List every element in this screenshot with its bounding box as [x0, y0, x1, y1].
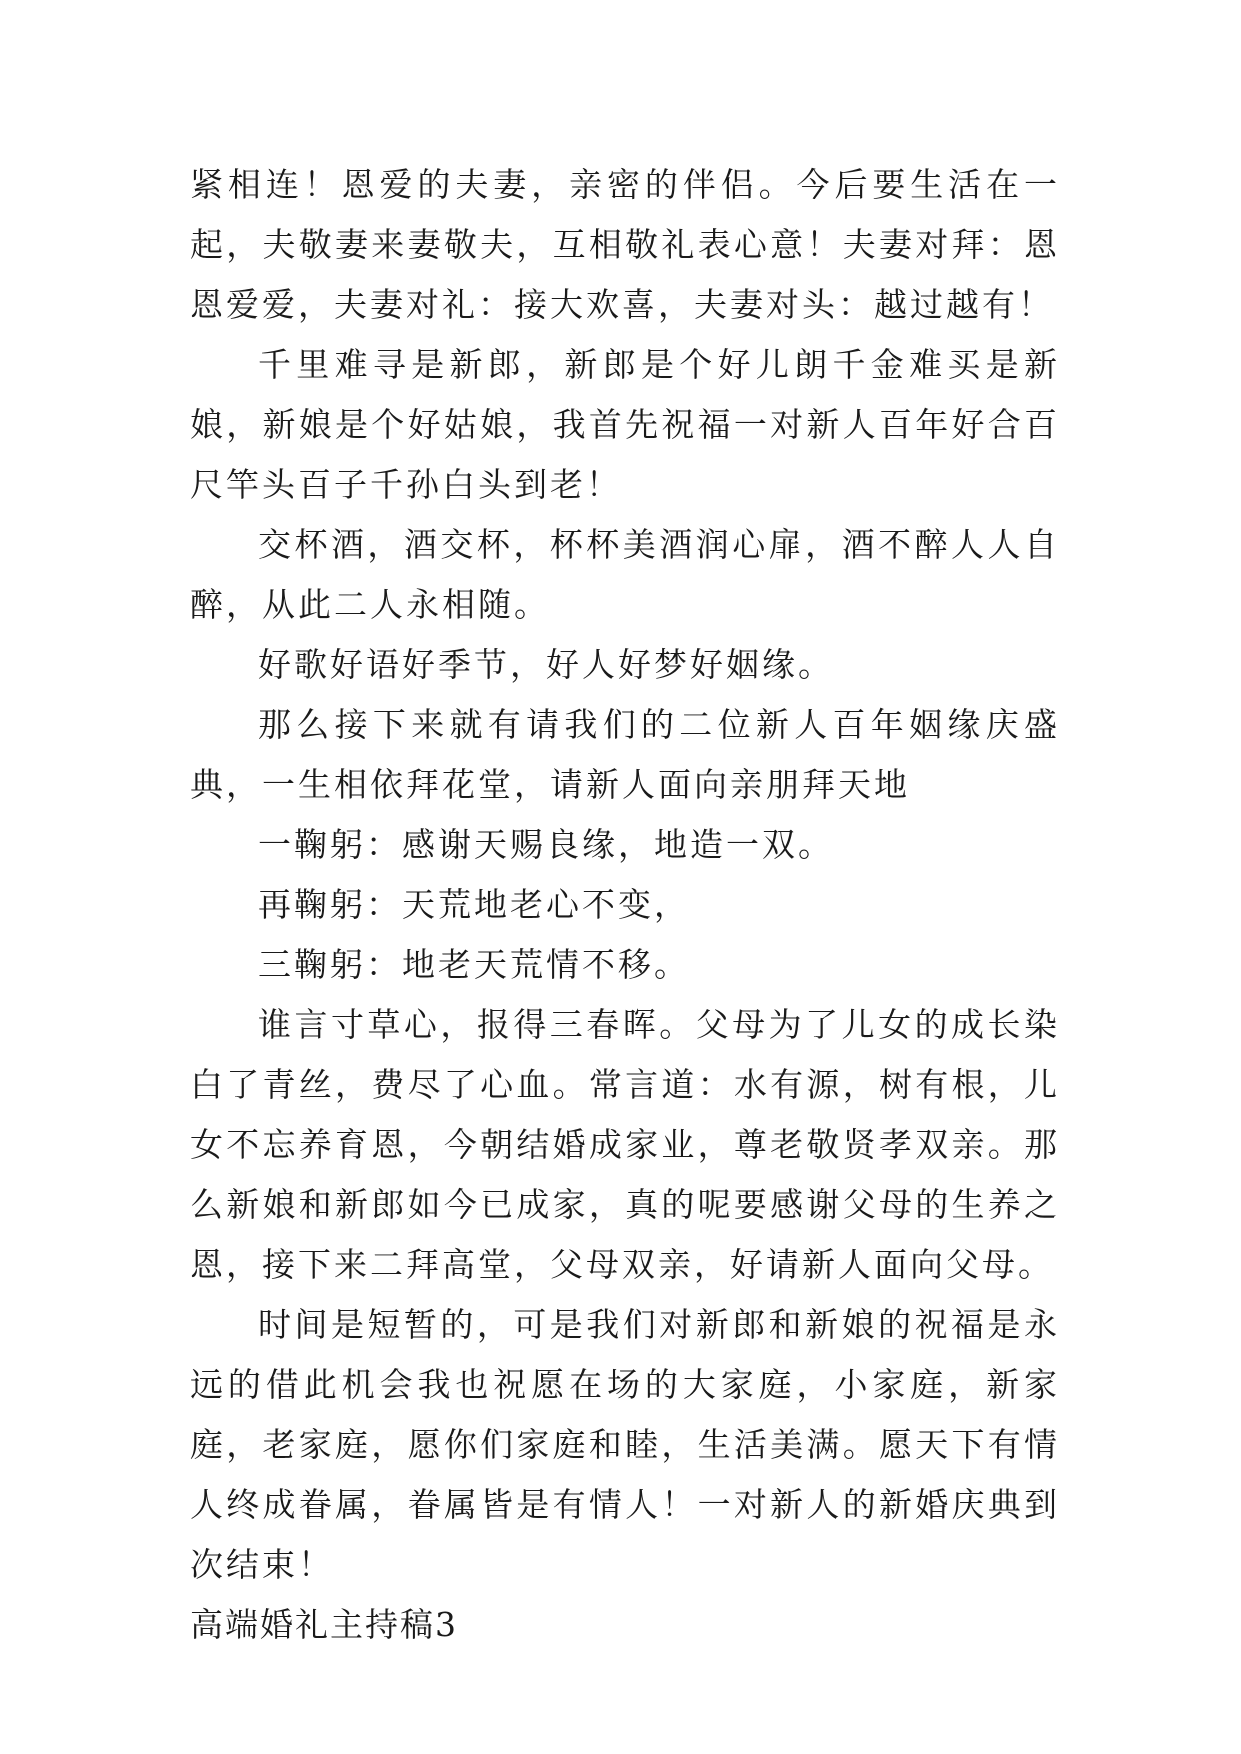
paragraph: 那么接下来就有请我们的二位新人百年姻缘庆盛典，一生相依拜花堂，请新人面向亲朋拜天地	[190, 705, 1060, 804]
paragraph: 紧相连！恩爱的夫妻，亲密的伴侣。今后要生活在一起，夫敬妻来妻敬夫，互相敬礼表心意！夫妻对拜：恩恩爱爱，夫妻对礼：接大欢喜，夫妻对头：越过越有！	[190, 165, 1060, 324]
paragraph: 三鞠躬：地老天荒情不移。	[258, 945, 690, 984]
section-heading: 高端婚礼主持稿3	[190, 1605, 458, 1644]
paragraph: 时间是短暂的，可是我们对新郎和新娘的祝福是永远的借此机会我也祝愿在场的大家庭，小家庭，新家庭，老家庭，愿你们家庭和睦，生活美满。愿天下有情人终成眷属，眷属皆是有情人！一对新人的新婚庆典到次结束！	[190, 1305, 1060, 1584]
paragraph: 谁言寸草心，报得三春晖。父母为了儿女的成长染白了青丝，费尽了心血。常言道：水有源，树有根，儿女不忘养育恩，今朝结婚成家业，尊老敬贤孝双亲。那么新娘和新郎如今已成家，真的呢要感谢父母的生养之恩，接下来二拜高堂，父母双亲，好请新人面向父母。	[190, 1005, 1060, 1284]
document-body	[190, 155, 1060, 1655]
paragraph: 再鞠躬：天荒地老心不变，	[258, 885, 690, 924]
paragraph: 交杯酒，酒交杯，杯杯美酒润心扉，酒不醉人人自醉，从此二人永相随。	[190, 525, 1060, 624]
paragraph: 好歌好语好季节，好人好梦好姻缘。	[258, 645, 834, 684]
paragraph: 一鞠躬：感谢天赐良缘，地造一双。	[258, 825, 834, 864]
paragraph: 千里难寻是新郎，新郎是个好儿朗千金难买是新娘，新娘是个好姑娘，我首先祝福一对新人百年好合百尺竿头百子千孙白头到老！	[190, 345, 1060, 504]
